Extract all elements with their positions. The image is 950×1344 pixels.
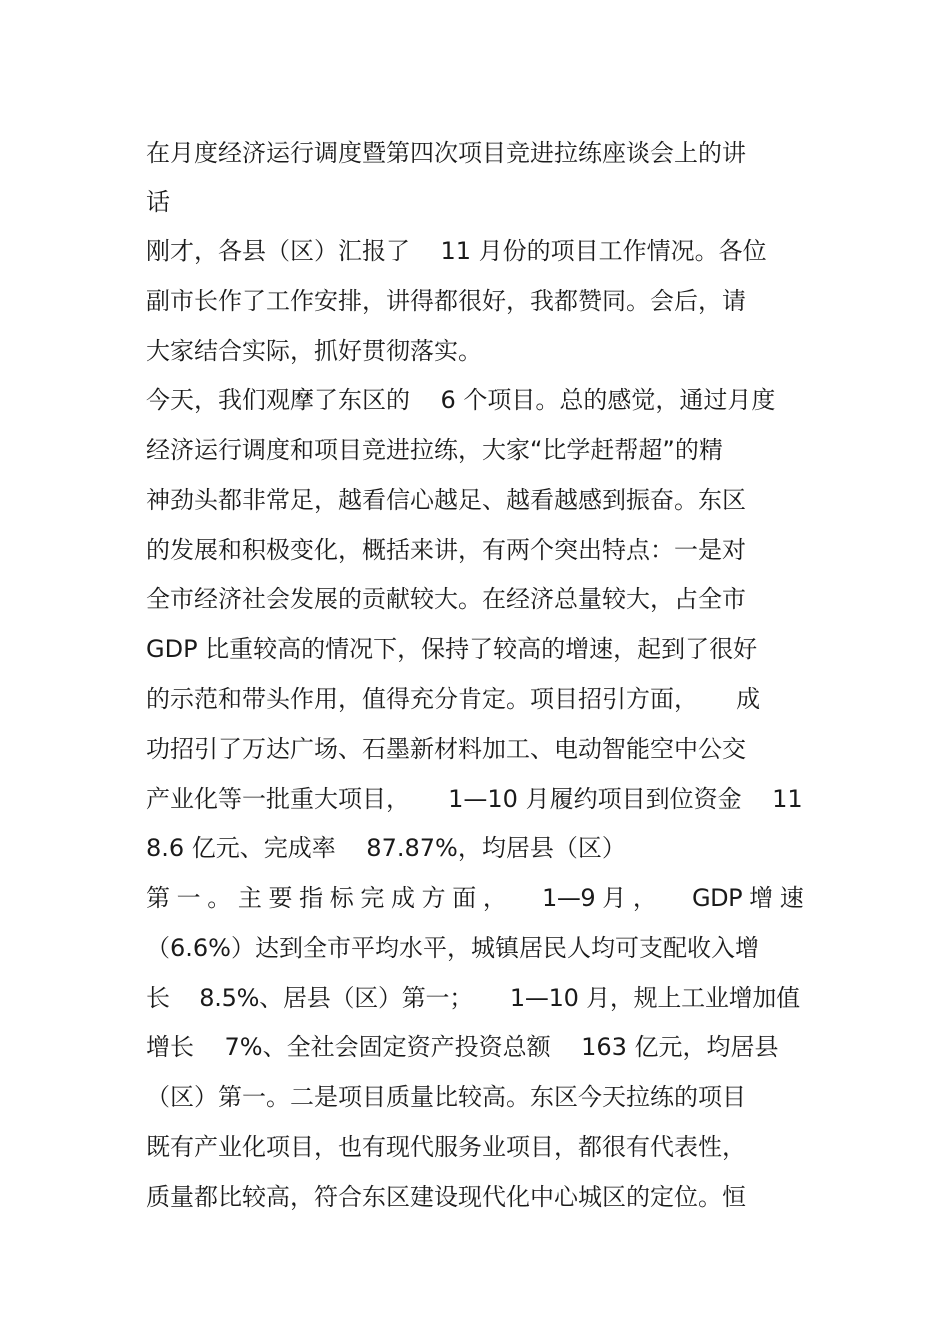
paragraph-line-13: 8.6 亿元、完成率 87.87%，均居县（区） — [146, 834, 626, 862]
paragraph-line-3: 大家结合实际，抓好贯彻落实。 — [146, 337, 482, 365]
paragraph-line-14: 第 一 。 主 要 指 标 完 成 方 面 ， 1—9 月 ， GDP 增 速 — [146, 884, 804, 912]
paragraph-line-12: 产业化等一批重大项目， 1—10 月履约项目到位资金 11 — [146, 785, 803, 813]
document-title-line-1: 在月度经济运行调度暨第四次项目竞进拉练座谈会上的讲 — [146, 139, 746, 167]
paragraph-line-9: GDP 比重较高的情况下，保持了较高的增速，起到了很好 — [146, 635, 758, 663]
paragraph-line-17: 增长 7%、全社会固定资产投资总额 163 亿元，均居县 — [146, 1033, 779, 1061]
paragraph-line-6: 神劲头都非常足，越看信心越足、越看越感到振奋。东区 — [146, 486, 746, 514]
paragraph-line-18: （区）第一。二是项目质量比较高。东区今天拉练的项目 — [146, 1083, 746, 1111]
paragraph-line-11: 功招引了万达广场、石墨新材料加工、电动智能空中公交 — [146, 735, 746, 763]
paragraph-line-20: 质量都比较高，符合东区建设现代化中心城区的定位。恒 — [146, 1183, 746, 1211]
paragraph-line-15: （6.6%）达到全市平均水平，城镇居民人均可支配收入增 — [146, 934, 759, 962]
paragraph-line-7: 的发展和积极变化，概括来讲，有两个突出特点：一是对 — [146, 536, 746, 564]
paragraph-line-2: 副市长作了工作安排，讲得都很好，我都赞同。会后，请 — [146, 287, 746, 315]
paragraph-line-19: 既有产业化项目，也有现代服务业项目，都很有代表性， — [146, 1133, 746, 1161]
paragraph-line-1: 刚才，各县（区）汇报了 11 月份的项目工作情况。各位 — [146, 237, 767, 265]
paragraph-line-10: 的示范和带头作用，值得充分肯定。项目招引方面， 成 — [146, 685, 761, 713]
paragraph-line-16: 长 8.5%、居县（区）第一； 1—10 月，规上工业增加值 — [146, 984, 800, 1012]
document-title-line-2: 话 — [146, 188, 170, 216]
paragraph-line-5: 经济运行调度和项目竞进拉练，大家“比学赶帮超”的精 — [146, 436, 723, 464]
paragraph-line-8: 全市经济社会发展的贡献较大。在经济总量较大，占全市 — [146, 585, 746, 613]
paragraph-line-4: 今天，我们观摩了东区的 6 个项目。总的感觉，通过月度 — [146, 386, 776, 414]
